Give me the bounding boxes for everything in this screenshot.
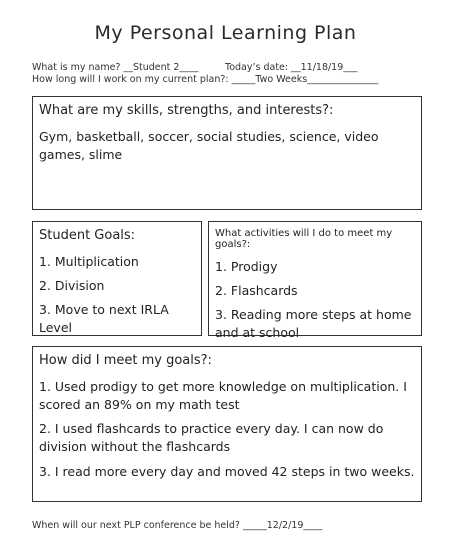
activities-box xyxy=(208,221,422,341)
met-goals-heading: How did I meet my goals?: xyxy=(39,353,212,368)
goal-item: 2. Division xyxy=(39,278,105,294)
met-goals-box xyxy=(32,346,422,502)
page-title: My Personal Learning Plan xyxy=(94,22,357,44)
met-goal-item: 3. I read more every day and moved 42 steps in two weeks. xyxy=(39,463,415,479)
name-line: What is my name? __Student 2____ xyxy=(32,62,199,73)
met-goal-item: 1. Used prodigy to get more knowledge on multiplication. I scored an 89% on my math test xyxy=(39,379,407,413)
skills-text: Gym, basketball, soccer, social studies, science, video games, slime xyxy=(39,129,379,163)
activity-item: 2. Flashcards xyxy=(215,283,298,299)
student-goals-box xyxy=(32,221,202,336)
conference-date-line: When will our next PLP conference be held? _____12/2/19____ xyxy=(32,520,323,531)
plan-duration-line: How long will I work on my current plan?: _____Two Weeks_______________ xyxy=(32,74,379,85)
date-line: Today’s date: __11/18/19___ xyxy=(225,62,358,73)
goal-item: 1. Multiplication xyxy=(39,254,139,269)
student-goals-heading: Student Goals: xyxy=(39,228,136,243)
activity-item: 3. Reading more steps at home and at school xyxy=(215,307,412,341)
goal-item: 3. Move to next IRLA Level xyxy=(39,302,169,336)
met-goal-item: 2. I used flashcards to practice every day. I can now do division without the flashcards xyxy=(39,421,384,455)
activity-item: 1. Prodigy xyxy=(215,259,278,274)
skills-box xyxy=(32,96,422,210)
skills-heading: What are my skills, strengths, and interests?: xyxy=(39,103,334,118)
activities-heading: What activities will I do to meet my goals?: xyxy=(215,228,393,250)
